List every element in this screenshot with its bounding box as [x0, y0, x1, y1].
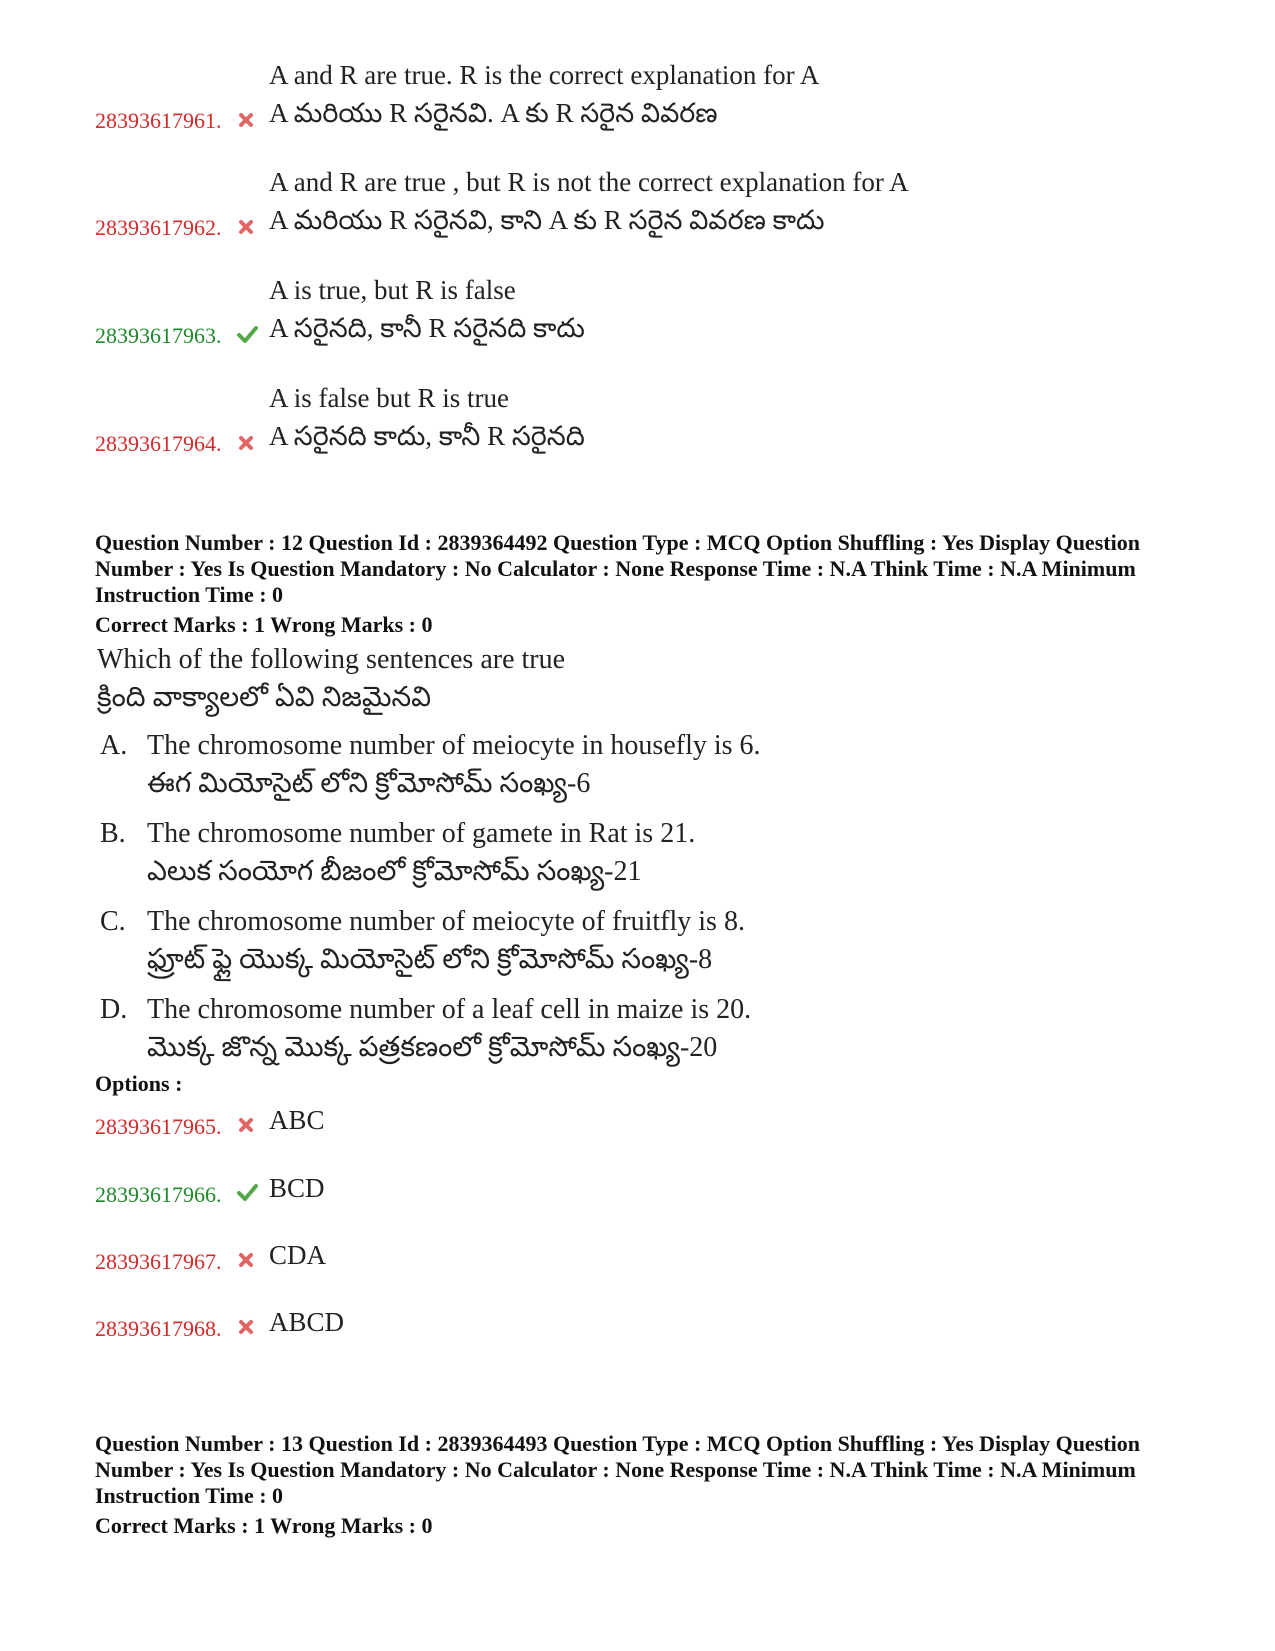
- option-id: 28393617966.: [95, 1182, 222, 1207]
- option-text-english: A is false but R is true: [269, 383, 509, 413]
- question-marks: Correct Marks : 1 Wrong Marks : 0: [95, 612, 433, 637]
- statement-text-english: The chromosome number of meiocyte in housefly is 6.: [147, 730, 761, 761]
- cross-icon: [236, 110, 256, 130]
- statement-text-telugu: ఎలుక సంయోగ బీజంలో క్రోమోసోమ్ సంఖ్య-21: [147, 856, 642, 887]
- statement-text-english: The chromosome number of meiocyte of fruitfly is 8.: [147, 906, 745, 937]
- cross-icon: [236, 217, 256, 237]
- check-icon: [236, 323, 258, 345]
- option-id: 28393617961.: [95, 108, 222, 133]
- statement-label: A.: [100, 730, 128, 761]
- question-text-english: Which of the following sentences are true: [97, 644, 566, 675]
- statement-text-telugu: ఈగ మియోసైట్ లోని క్రోమోసోమ్ సంఖ్య-6: [147, 768, 591, 799]
- cross-icon: [236, 1115, 256, 1135]
- statement-text-telugu: ఫ్రూట్ ఫ్లై యొక్క మియోసైట్ లోని క్రోమోసోమ్ సంఖ్య-8: [147, 944, 713, 975]
- option-id: 28393617962.: [95, 215, 222, 240]
- option-text: ABC: [269, 1105, 325, 1135]
- option-id: 28393617968.: [95, 1316, 222, 1341]
- question-marks: Correct Marks : 1 Wrong Marks : 0: [95, 1513, 433, 1538]
- question-metadata: Question Number : 13 Question Id : 2839364493 Question Type : MCQ Option Shuffling : Yes Display Question Number : Yes Is Question Mandatory : No Calculator : None Response Time : N.A Think Time : N.A Minimum Instruction Time : 0: [95, 1431, 1140, 1508]
- statement-label: C.: [100, 906, 126, 937]
- option-id: 28393617963.: [95, 323, 222, 348]
- option-id: 28393617967.: [95, 1249, 222, 1274]
- option-text-telugu: A సరైనది, కానీ R సరైనది కాదు: [269, 313, 585, 343]
- cross-icon: [236, 1317, 256, 1337]
- cross-icon: [236, 1250, 256, 1270]
- option-text-english: A and R are true. R is the correct explanation for A: [269, 60, 820, 90]
- option-text-english: A and R are true , but R is not the correct explanation for A: [269, 167, 909, 197]
- options-label: Options :: [95, 1071, 183, 1096]
- option-text: BCD: [269, 1173, 325, 1203]
- option-id: 28393617964.: [95, 431, 222, 456]
- statement-label: B.: [100, 818, 126, 849]
- option-text: ABCD: [269, 1307, 345, 1337]
- statement-text-english: The chromosome number of a leaf cell in maize is 20.: [147, 994, 752, 1025]
- option-text: CDA: [269, 1240, 327, 1270]
- statement-text-telugu: మొక్క జొన్న మొక్క పత్రకణంలో క్రోమోసోమ్ సంఖ్య-20: [147, 1032, 718, 1063]
- question-text-telugu: క్రింది వాక్యాలలో ఏవి నిజమైనవి: [97, 682, 432, 713]
- statement-text-english: The chromosome number of gamete in Rat is 21.: [147, 818, 696, 849]
- option-text-telugu: A మరియు R సరైనవి, కాని A కు R సరైన వివరణ కాదు: [269, 205, 825, 235]
- option-text-telugu: A సరైనది కాదు, కానీ R సరైనది: [269, 421, 585, 451]
- option-text-telugu: A మరియు R సరైనవి. A కు R సరైన వివరణ: [269, 98, 718, 128]
- option-id: 28393617965.: [95, 1114, 222, 1139]
- check-icon: [236, 1181, 258, 1203]
- statement-label: D.: [100, 994, 128, 1025]
- question-metadata: Question Number : 12 Question Id : 2839364492 Question Type : MCQ Option Shuffling : Yes Display Question Number : Yes Is Question Mandatory : No Calculator : None Response Time : N.A Think Time : N.A Minimum Instruction Time : 0: [95, 530, 1140, 607]
- cross-icon: [236, 433, 256, 453]
- option-text-english: A is true, but R is false: [269, 275, 516, 305]
